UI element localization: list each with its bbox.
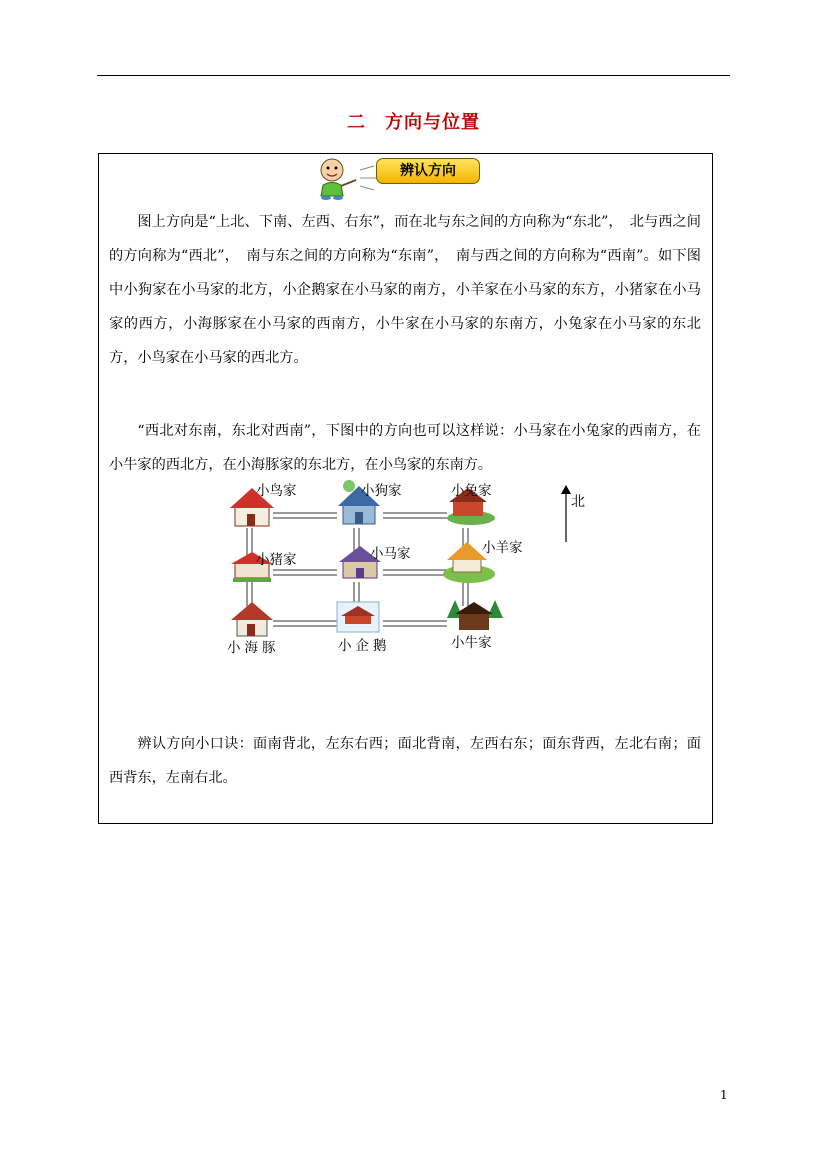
page-number: 1	[720, 1088, 728, 1102]
header-rule	[97, 75, 730, 76]
label-dolphin-house: 小海豚	[227, 640, 280, 656]
house-icon-penguin	[337, 602, 379, 632]
page-title: 二 方向与位置	[347, 112, 480, 133]
label-horse-house: 小马家	[370, 546, 411, 562]
north-label: 北	[571, 494, 585, 510]
paragraph-rhyme: 辨认方向小口诀：面南背北，左东右西；面北背南，左西右东；面东背西，左北右南；面西背东，左南右北。	[109, 736, 701, 786]
label-pig-house: 小猪家	[256, 552, 297, 568]
paragraph-directions: 图上方向是“上北、下南、左西、右东”，而在北与东之间的方向称为“东北”， 北与西之间的方向称为“西北”， 南与东之间的方向称为“东南”， 南与西之间的方向称为“西南”。如下图中小狗家在小马家的北方，小企鹅家在小马家的南方，小羊家在小马家的东方，小猪家在小马家的西方，小海豚家在小马家的西南方，小牛家在小马家的东南方，小兔家在小马家的东北方，小鸟家在小马家的西北方。	[109, 214, 701, 366]
label-bird-house: 小鸟家	[256, 483, 297, 499]
label-penguin-house: 小企鹅	[338, 638, 391, 654]
label-sheep-house: 小羊家	[482, 540, 523, 556]
label-rabbit-house: 小兔家	[451, 483, 492, 499]
label-cow-house: 小牛家	[451, 635, 492, 651]
label-dog-house: 小狗家	[361, 483, 402, 499]
house-icon-cow	[447, 600, 503, 630]
paragraph-diagonals: “西北对东南，东北对西南”，下图中的方向也可以这样说：小马家在小兔家的西南方，在小牛家的西北方，在小海豚家的东北方，在小鸟家的东南方。	[109, 423, 701, 473]
house-icon-dolphin	[231, 602, 273, 636]
cartoon-kid-icon	[312, 156, 382, 200]
section-badge: 辨认方向	[376, 158, 480, 184]
